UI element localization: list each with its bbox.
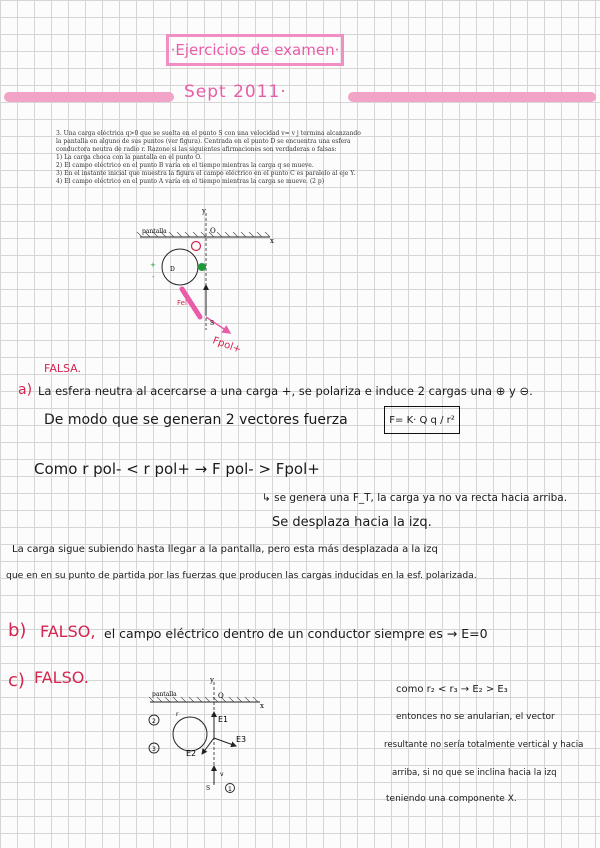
- answer-a-line-5: Se desplaza hacia la izq.: [272, 515, 432, 530]
- answer-a-line-3: Como r pol- < r pol+ → F pol- > Fpol+: [34, 460, 320, 478]
- label-screen: pantalla: [142, 228, 167, 235]
- problem-statement: [56, 130, 368, 186]
- answer-a-verdict: FALSA.: [44, 362, 81, 375]
- answer-a-line-2: De modo que se generan 2 vectores fuerza: [44, 412, 348, 428]
- fig2-label-r: r: [176, 711, 179, 718]
- answer-c-verdict: FALSO.: [34, 668, 89, 687]
- label-y: y: [202, 207, 206, 215]
- label-fel: Fel: [177, 299, 187, 307]
- header-bar-left: [4, 92, 174, 102]
- header-bar-right: [348, 92, 596, 102]
- answer-c-side-3: resultante no sería totalmente vertical y hacia: [384, 740, 584, 750]
- fig2-label-e3: E3: [236, 735, 247, 744]
- fig2-label-2: 2: [152, 718, 156, 725]
- conductor-sphere-2: [173, 717, 207, 751]
- label-s: S: [210, 320, 215, 327]
- fig2-label-e2: E2: [186, 749, 197, 758]
- answer-b-text: el campo eléctrico dentro de un conductor siempre es → E=0: [104, 626, 488, 641]
- fig2-label-v: v: [220, 771, 224, 778]
- label-d: D: [170, 266, 175, 273]
- fig2-label-1: 1: [228, 786, 232, 793]
- exam-date: Sept 2011·: [184, 82, 287, 102]
- point-green: [198, 263, 206, 271]
- point-circle-red: [192, 242, 201, 251]
- answer-b-verdict: FALSO,: [40, 622, 96, 641]
- e2-arrow: [202, 738, 214, 754]
- problem-item-1: 1) La carga choca con la pantalla en el punto O.: [56, 154, 202, 161]
- page-title: [166, 34, 344, 66]
- label-minus: -: [152, 273, 155, 281]
- answer-a-line-1: La esfera neutra al acercarse a una carga +, se polariza e induce 2 cargas una ⊕ y ⊖.: [38, 384, 533, 398]
- answer-b-marker: b): [8, 620, 27, 641]
- problem-item-3: 3) En el instante inicial que muestra la figura el campo eléctrico en el punto C es paralelo al eje Y.: [56, 170, 356, 177]
- answer-a-marker: a): [18, 382, 33, 398]
- problem-item-4: 4) El campo eléctrico en el punto A varía en el tiempo mientras la carga se mueve. (2 p): [56, 178, 325, 185]
- e3-arrow: [214, 738, 236, 746]
- fig2-label-3: 3: [152, 746, 156, 753]
- answer-c-marker: c): [8, 670, 25, 691]
- answer-a-line-6: La carga sigue subiendo hasta llegar a la pantalla, pero esta más desplazada a la izq: [12, 544, 438, 555]
- answer-c-side-1: como r₂ < r₃ → E₂ > E₃: [396, 684, 508, 695]
- problem-item-2: 2) El campo eléctrico en el punto B varía en el tiempo mientras la carga q se mueve.: [56, 162, 314, 169]
- label-origin: O: [210, 227, 216, 235]
- answer-a-line-4: ↳ se genera una F_T, la carga ya no va recta hacia arriba.: [262, 492, 568, 504]
- fig2-label-e1: E1: [218, 715, 229, 724]
- figure-2: [140, 676, 270, 796]
- answer-c-side-5: teniendo una componente X.: [386, 794, 517, 804]
- coulomb-formula-box: [384, 406, 460, 434]
- answer-c-side-2: entonces no se anularian, el vector: [396, 712, 555, 722]
- page-title-text: ·Ejercicios de examen·: [170, 41, 340, 59]
- fig2-label-x: x: [260, 702, 264, 710]
- answer-c-side-4: arriba, si no que se inclina hacia la izq: [392, 768, 557, 778]
- fig2-label-screen: pantalla: [152, 691, 177, 698]
- figure-1: [130, 205, 290, 355]
- fig2-label-y: y: [210, 676, 214, 684]
- fig2-label-origin: O: [218, 692, 224, 700]
- fig2-label-s: S: [206, 785, 211, 792]
- conductor-sphere: [162, 249, 198, 285]
- answer-a-line-7: que en en su punto de partida por las fuerzas que producen las cargas inducidas en la esf. polarizada.: [6, 570, 477, 581]
- label-fpol: Fpol+: [211, 335, 243, 356]
- label-x: x: [270, 237, 274, 245]
- problem-intro: 3. Una carga eléctrica q>0 que se suelta en el punto S con una velocidad v= v j termina alcanzando la pantalla en alguno de sus puntos (ver figura). Centrada en el punto D se encuentra una esfera conductora neutra de radio r. Razone si las siguientes afirmaciones son verdaderas o falsas:: [56, 130, 361, 153]
- label-plus: +: [150, 261, 156, 269]
- coulomb-formula: F= K· Q q / r²: [389, 414, 455, 426]
